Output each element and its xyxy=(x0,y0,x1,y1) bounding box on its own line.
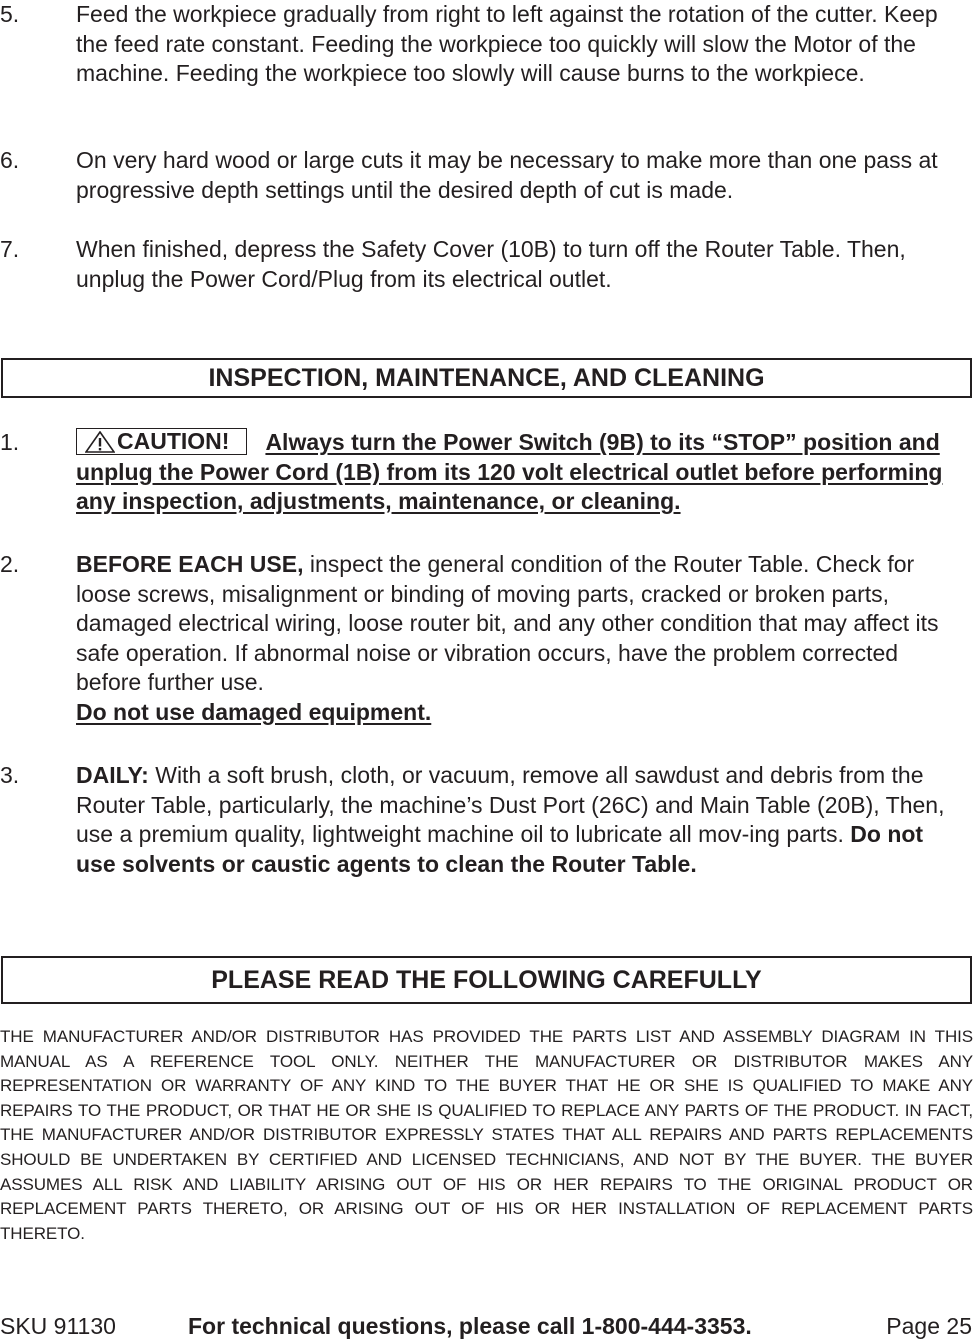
caution-label: CAUTION! xyxy=(117,428,230,454)
warning-triangle-icon xyxy=(85,431,115,453)
inspection-heading xyxy=(1,358,972,398)
solvent-warning: Do not use solvents or caustic agents to clean the Router Table. xyxy=(76,821,924,877)
notice-heading xyxy=(1,956,972,1004)
item-lead: BEFORE EACH USE, xyxy=(76,551,304,577)
inspection-item-3 xyxy=(0,761,975,881)
item-number: 2. xyxy=(0,551,20,577)
item-body: inspect the general condition of the Router Table. Check for loose screws, misalignment or binding of moving parts, cracked or broken parts, damaged electrical wiring, loose router bit, and any other condition that may affect its safe operation. If abnormal noise or vibration occurs, have the problem corrected before further use. xyxy=(76,551,939,695)
step-7 xyxy=(0,235,975,295)
item-number: 1. xyxy=(0,429,20,455)
item-lead: DAILY: xyxy=(76,762,149,788)
step-number: 5. xyxy=(0,1,20,27)
step-text: When finished, depress the Safety Cover (10B) to turn off the Router Table. Then, unplug the Power Cord/Plug from its electrical outlet. xyxy=(76,236,906,292)
power-warning: Always turn the Power Switch (9B) to its “STOP” position and unplug the Power Cord (1B) from its 120 volt electrical outlet before performing any inspection, adjustments, maintenance, or cleaning. xyxy=(76,429,943,514)
step-text: On very hard wood or large cuts it may be necessary to make more than one pass at progressive depth settings until the desired depth of cut is made. xyxy=(76,147,938,203)
damaged-equipment-warning: Do not use damaged equipment. xyxy=(76,698,432,725)
inspection-heading-text: INSPECTION, MAINTENANCE, AND CLEANING xyxy=(208,363,765,392)
notice-heading-text: PLEASE READ THE FOLLOWING CAREFULLY xyxy=(211,965,762,994)
inspection-item-1 xyxy=(0,428,975,520)
footer-support: For technical questions, please call 1-800-444-3353. xyxy=(188,1313,752,1339)
footer-page-number: Page 25 xyxy=(886,1313,972,1339)
footer-sku: SKU 91130 xyxy=(0,1313,116,1339)
disclaimer-text: THE MANUFACTURER AND/OR DISTRIBUTOR HAS PROVIDED THE PARTS LIST AND ASSEMBLY DIAGRAM IN THIS MANUAL AS A REFERENCE TOOL ONLY. NEITHER THE MANUFACTURER OR DISTRIBUTOR MAKES ANY REPRESENTATION OR WARRANTY OF ANY KIND TO THE BUYER THAT HE OR SHE IS QUALIFIED TO MAKE ANY REPAIRS TO THE PRODUCT, OR THAT HE OR SHE IS QUALIFIED TO REPLACE ANY PARTS OF THE PRODUCT. IN FACT, THE MANUFACTURER AND/OR DISTRIBUTOR EXPRESSLY STATES THAT ALL REPAIRS AND PARTS REPLACEMENTS SHOULD BE UNDERTAKEN BY CERTIFIED AND LICENSED TECHNICIANS, AND NOT BY THE BUYER. THE BUYER ASSUMES ALL RISK AND LIABILITY ARISING OUT OF HIS OR HER REPAIRS TO THE ORIGINAL PRODUCT OR REPLACEMENT PARTS THERETO, OR ARISING OUT OF HIS OR HER INSTALLATION OF REPLACEMENT PARTS THERETO. xyxy=(0,1027,973,1243)
caution-badge xyxy=(76,428,247,455)
item-text xyxy=(76,428,966,517)
item-body: With a soft brush, cloth, or vacuum, remove all sawdust and debris from the Router Table, particularly, the machine’s Dust Port (26C) and Main Table (20B), Then, use a premium quality, lightweight machine oil to lubricate all mov-ing parts. xyxy=(76,762,945,847)
inspection-item-2 xyxy=(0,550,975,730)
item-number: 3. xyxy=(0,762,20,788)
step-6 xyxy=(0,146,975,206)
step-5 xyxy=(0,0,975,118)
item-text xyxy=(76,761,966,879)
step-number: 7. xyxy=(0,236,20,262)
step-text: Feed the workpiece gradually from right to left against the rotation of the cutter. Keep the feed rate constant. Feeding the workpiece too quickly will slow the Motor of the machine. Feeding the workpiece too slowly will cause burns to the workpiece. xyxy=(76,1,938,86)
step-number: 6. xyxy=(0,147,20,173)
item-text xyxy=(76,550,966,727)
